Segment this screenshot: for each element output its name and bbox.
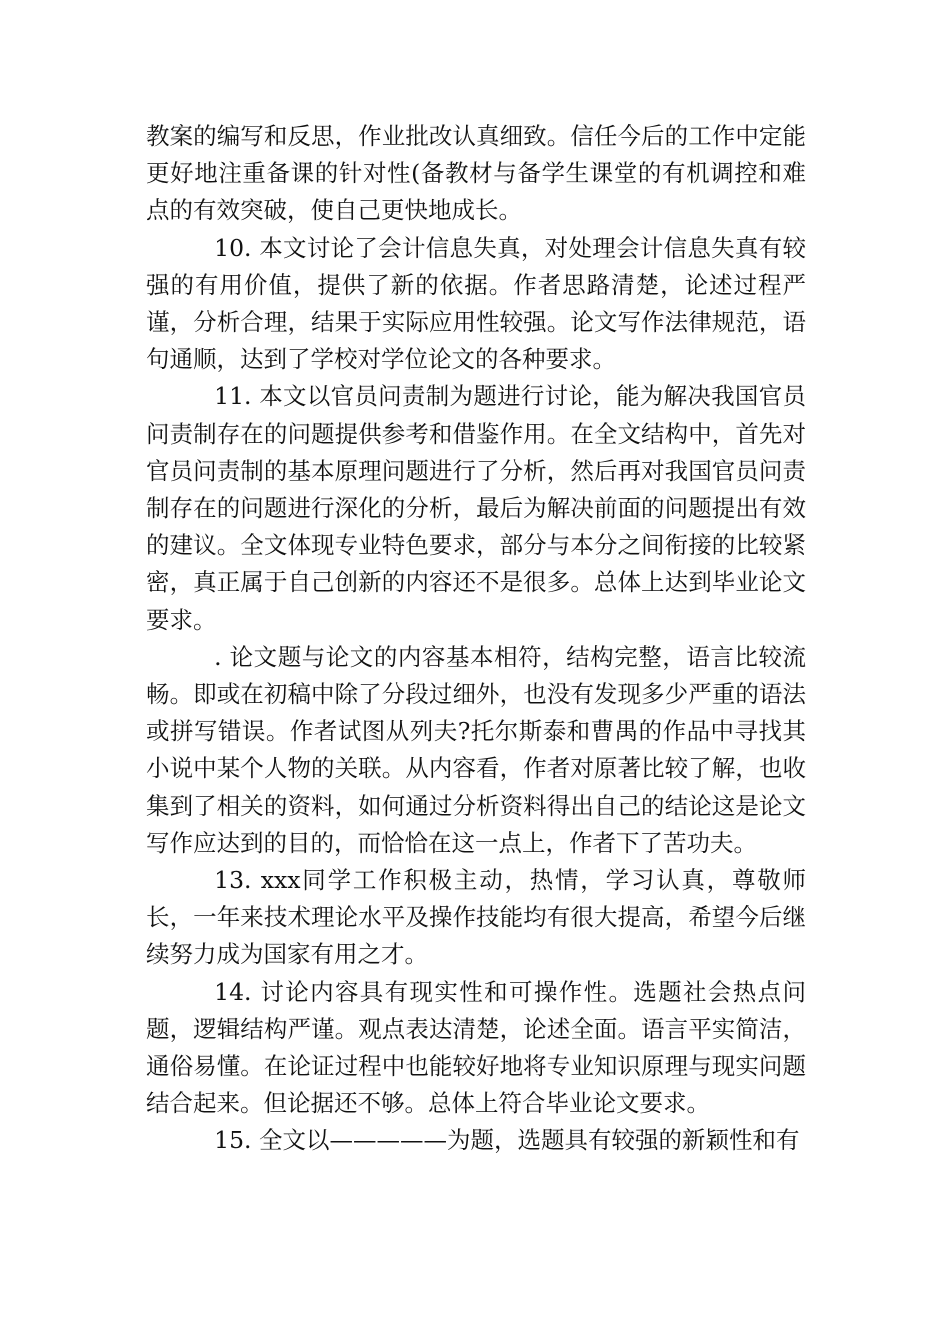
body-text xyxy=(146,118,806,1160)
paragraph-item-15: 15. 全文以—————为题，选题具有较强的新颖性和有 xyxy=(214,1126,800,1155)
paragraph-item-10: 10. 本文讨论了会计信息失真，对处理会计信息失真有较强的有用价值，提供了新的依据。作者思路清楚，论述过程严谨，分析合理，结果于实际应用性较强。论文写作法律规范，语句通顺，达到了学校对学位论文的各种要求。 xyxy=(146,233,806,374)
paragraph-item-14: 14. 讨论内容具有现实性和可操作性。选题社会热点问题，逻辑结构严谨。观点表达清楚，论述全面。语言平实简洁，通俗易懂。在论证过程中也能较好地将专业知识原理与现实问题结合起来。但论据还不够。总体上符合毕业论文要求。 xyxy=(146,977,806,1118)
paragraph-item-13: 13. xxx同学工作积极主动，热情，学习认真，尊敬师长，一年来技术理论水平及操作技能均有很大提高，希望今后继续努力成为国家有用之才。 xyxy=(146,866,806,969)
paragraph-item-12: . 论文题与论文的内容基本相符，结构完整，语言比较流畅。即或在初稿中除了分段过细外，也没有发现多少严重的语法或拼写错误。作者试图从列夫?托尔斯泰和曹禺的作品中寻找其小说中某个人物的关联。从内容看，作者对原著比较了解，也收集到了相关的资料，如何通过分析资料得出自己的结论这是论文写作应达到的目的，而恰恰在这一点上，作者下了苦功夫。 xyxy=(146,642,806,857)
paragraph-continued: 教案的编写和反思，作业批改认真细致。信任今后的工作中定能更好地注重备课的针对性(备教材与备学生课堂的有机调控和难点的有效突破，使自己更快地成长。 xyxy=(146,122,806,225)
paragraph-item-11: 11. 本文以官员问责制为题进行讨论，能为解决我国官员问责制存在的问题提供参考和借鉴作用。在全文结构中，首先对官员问责制的基本原理问题进行了分析，然后再对我国官员问责制存在的问题进行深化的分析，最后为解决前面的问题提出有效的建议。全文体现专业特色要求，部分与本分之间衔接的比较紧密，真正属于自己创新的内容还不是很多。总体上达到毕业论文要求。 xyxy=(146,382,806,634)
